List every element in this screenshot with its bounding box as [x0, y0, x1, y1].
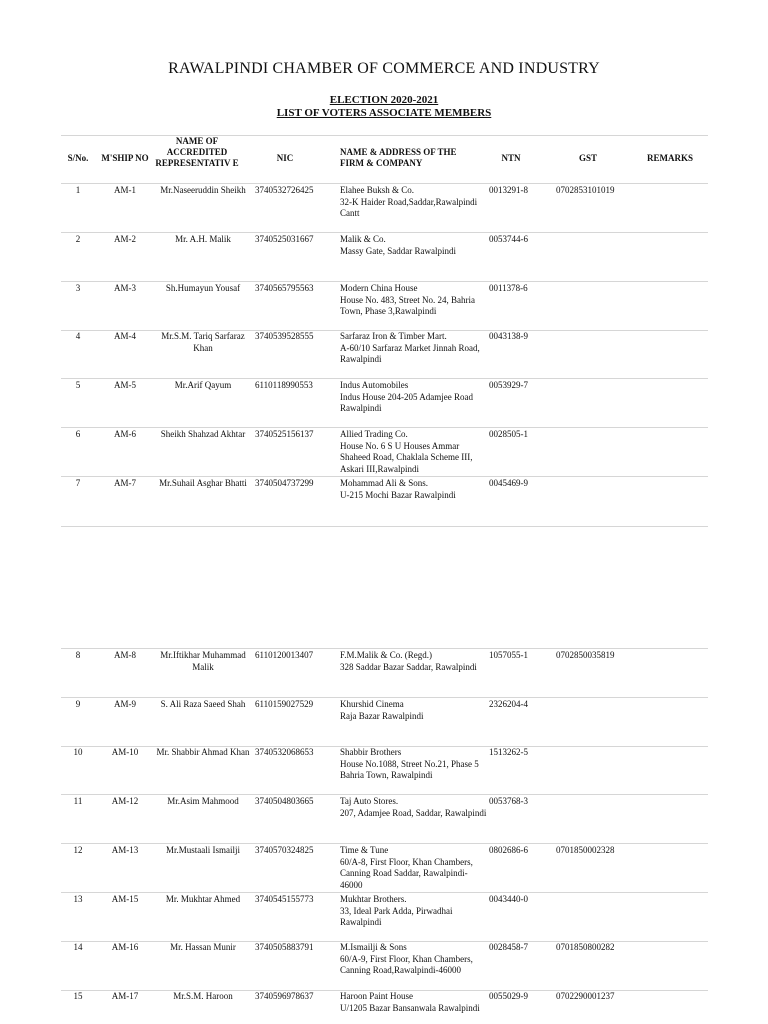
cell-sno: 3: [75, 283, 81, 293]
cell-ntn: 1057055-1: [489, 650, 528, 660]
cell-ntn: 0043138-9: [489, 331, 528, 341]
cell-firm-address: Indus Automobiles Indus House 204-205 Adamjee Road Rawalpindi: [340, 380, 473, 413]
row-divider: [61, 990, 708, 991]
cell-nic: 6110120013407: [255, 650, 314, 660]
cell-mship: AM-12: [111, 796, 139, 806]
cell-representative: Mr. Mukhtar Ahmed: [165, 894, 241, 904]
cell-sno: 1: [75, 185, 81, 195]
cell-ntn: 0053744-6: [489, 234, 528, 244]
cell-nic: 3740532726425: [255, 185, 314, 195]
cell-representative: Mr. Shabbir Ahmad Khan: [156, 747, 250, 757]
document-subtitle: [0, 94, 768, 120]
cell-firm-address: Allied Trading Co. House No. 6 S U Houses Ammar Shaheed Road, Chaklala Scheme III, Askari III,Rawalpindi: [340, 429, 473, 474]
header-mship: M'SHIP NO: [101, 153, 149, 163]
cell-gst: 0702290001237: [556, 991, 615, 1001]
cell-nic: 6110159027529: [255, 699, 314, 709]
row-divider: [61, 232, 708, 233]
cell-firm-address: Sarfaraz Iron & Timber Mart. A-60/10 Sarfaraz Market Jinnah Road, Rawalpindi: [340, 331, 480, 364]
cell-nic: 6110118990553: [255, 380, 313, 390]
cell-sno: 6: [75, 429, 81, 439]
cell-mship: AM-10: [111, 747, 139, 757]
cell-firm-address: Haroon Paint House U/1205 Bazar Bansanwala Rawalpindi: [340, 991, 480, 1013]
cell-mship: AM-3: [114, 283, 136, 293]
cell-ntn: 0055029-9: [489, 991, 528, 1001]
cell-ntn: 2326204-4: [489, 699, 528, 709]
cell-mship: AM-8: [114, 650, 136, 660]
cell-ntn: 0028458-7: [489, 942, 528, 952]
header-ntn: NTN: [501, 153, 521, 163]
cell-gst: 0701850002328: [556, 845, 615, 855]
header-remarks: REMARKS: [646, 153, 693, 163]
row-divider: [61, 794, 708, 795]
cell-ntn: 0045469-9: [489, 478, 528, 488]
cell-nic: 3740565795563: [255, 283, 314, 293]
cell-mship: AM-4: [114, 331, 136, 341]
cell-mship: AM-2: [114, 234, 136, 244]
cell-gst: 0701850800282: [556, 942, 615, 952]
cell-ntn: 0028505-1: [489, 429, 528, 439]
row-divider: [61, 746, 708, 747]
header-bottom-border: [61, 183, 708, 184]
cell-nic: 3740570324825: [255, 845, 314, 855]
row-divider: [61, 648, 708, 649]
cell-mship: AM-17: [111, 991, 139, 1001]
cell-nic: 3740525156137: [255, 429, 314, 439]
cell-sno: 10: [73, 747, 83, 757]
cell-firm-address: Time & Tune 60/A-8, First Floor, Khan Chambers, Canning Road Saddar, Rawalpindi-46000: [340, 845, 473, 890]
cell-mship: AM-16: [111, 942, 139, 952]
row-divider: [61, 330, 708, 331]
cell-representative: Mr. Hassan Munir: [170, 942, 236, 952]
cell-firm-address: M.Ismailji & Sons 60/A-9, First Floor, Khan Chambers, Canning Road,Rawalpindi-46000: [340, 942, 473, 975]
cell-representative: Mr.Suhail Asghar Bhatti: [159, 478, 247, 488]
cell-representative: Sh.Humayun Yousaf: [165, 283, 241, 293]
cell-representative: Sheikh Shahzad Akhtar: [160, 429, 246, 439]
cell-sno: 7: [75, 478, 81, 488]
row-divider: [61, 843, 708, 844]
cell-firm-address: Taj Auto Stores. 207, Adamjee Road, Saddar, Rawalpindi: [340, 796, 487, 818]
cell-sno: 8: [75, 650, 81, 660]
cell-ntn: 0053768-3: [489, 796, 528, 806]
cell-mship: AM-9: [114, 699, 136, 709]
cell-representative: Mr.Asim Mahmood: [167, 796, 239, 806]
cell-nic: 3740545155773: [255, 894, 314, 904]
header-sno: S/No.: [67, 153, 89, 163]
header-nic: NIC: [276, 153, 294, 163]
cell-sno: 15: [73, 991, 83, 1001]
cell-representative: Mr.Mustaali Ismailji: [166, 845, 240, 855]
cell-nic: 3740525031667: [255, 234, 314, 244]
cell-sno: 12: [73, 845, 83, 855]
cell-representative: Mr.Iftikhar Muhammad Malik: [160, 650, 246, 672]
cell-mship: AM-6: [114, 429, 136, 439]
cell-mship: AM-5: [114, 380, 136, 390]
cell-nic: 3740505883791: [255, 942, 314, 952]
cell-representative: Mr.Naseeruddin Sheikh: [160, 185, 246, 195]
cell-firm-address: Malik & Co. Massy Gate, Saddar Rawalpindi: [340, 234, 456, 256]
cell-gst: 0702850035819: [556, 650, 615, 660]
cell-mship: AM-7: [114, 478, 136, 488]
page-title: RAWALPINDI CHAMBER OF COMMERCE AND INDUSTRY: [168, 60, 600, 77]
cell-ntn: 0802686-6: [489, 845, 528, 855]
cell-firm-address: Elahee Buksh & Co. 32-K Haider Road,Saddar,Rawalpindi Cantt: [340, 185, 478, 218]
header-name: NAME OF ACCREDITED REPRESENTATIV E: [155, 136, 239, 168]
cell-mship: AM-13: [111, 845, 139, 855]
cell-representative: Mr. A.H. Malik: [175, 234, 231, 244]
row-divider: [61, 941, 708, 942]
cell-sno: 9: [75, 699, 81, 709]
cell-nic: 3740539528555: [255, 331, 314, 341]
cell-sno: 14: [73, 942, 83, 952]
cell-firm-address: Shabbir Brothers House No.1088, Street No.21, Phase 5 Bahria Town, Rawalpindi: [340, 747, 479, 780]
row-divider: [61, 281, 708, 282]
cell-firm-address: Modern China House House No. 483, Street No. 24, Bahria Town, Phase 3,Rawalpindi: [340, 283, 475, 316]
cell-sno: 2: [75, 234, 81, 244]
cell-representative: Mr.S.M. Tariq Sarfaraz Khan: [161, 331, 245, 353]
cell-nic: 3740532068653: [255, 747, 314, 757]
cell-ntn: 0011378-6: [489, 283, 528, 293]
cell-gst: 0702853101019: [556, 185, 615, 195]
table-header: [0, 136, 768, 183]
cell-representative: Mr.S.M. Haroon: [173, 991, 233, 1001]
row-divider: [61, 526, 708, 527]
row-divider: [61, 476, 708, 477]
cell-ntn: 0013291-8: [489, 185, 528, 195]
cell-firm-address: F.M.Malik & Co. (Regd.) 328 Saddar Bazar Saddar, Rawalpindi: [340, 650, 477, 672]
row-divider: [61, 697, 708, 698]
cell-ntn: 0053929-7: [489, 380, 528, 390]
cell-sno: 11: [73, 796, 83, 806]
cell-representative: S. Ali Raza Saeed Shah: [160, 699, 246, 709]
row-divider: [61, 892, 708, 893]
header-firm: NAME & ADDRESS OF THE FIRM & COMPANY: [340, 147, 457, 168]
cell-mship: AM-1: [114, 185, 136, 195]
cell-firm-address: Mohammad Ali & Sons. U-215 Mochi Bazar Rawalpindi: [340, 478, 456, 500]
row-divider: [61, 378, 708, 379]
cell-nic: 3740596978637: [255, 991, 314, 1001]
cell-sno: 13: [73, 894, 83, 904]
cell-sno: 5: [75, 380, 81, 390]
cell-mship: AM-15: [111, 894, 139, 904]
cell-nic: 3740504803665: [255, 796, 314, 806]
election-heading: ELECTION 2020-2021: [329, 94, 439, 106]
cell-firm-address: Mukhtar Brothers. 33, Ideal Park Adda, Pirwadhai Rawalpindi: [340, 894, 453, 927]
list-heading: LIST OF VOTERS ASSOCIATE MEMBERS: [276, 107, 492, 119]
cell-ntn: 1513262-5: [489, 747, 528, 757]
cell-firm-address: Khurshid Cinema Raja Bazar Rawalpindi: [340, 699, 424, 721]
cell-representative: Mr.Arif Qayum: [174, 380, 232, 390]
row-divider: [61, 427, 708, 428]
header-gst: GST: [578, 153, 597, 163]
cell-nic: 3740504737299: [255, 478, 314, 488]
cell-ntn: 0043440-0: [489, 894, 528, 904]
cell-sno: 4: [75, 331, 81, 341]
